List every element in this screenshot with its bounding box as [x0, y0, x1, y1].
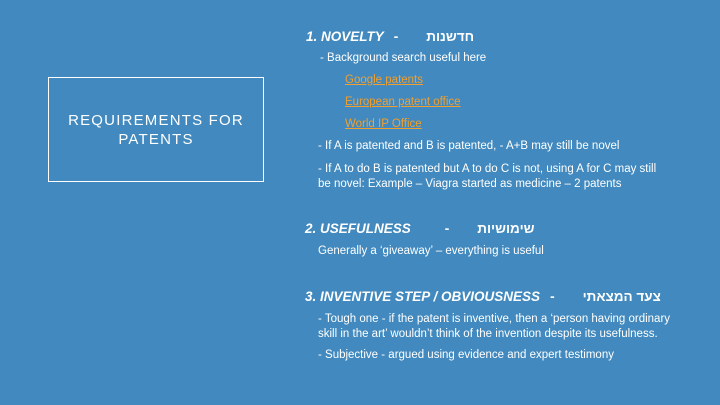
heading-label: 2. USEFULNESS	[305, 221, 411, 236]
usefulness-point: Generally a ‘giveaway’ – everything is useful	[318, 245, 544, 257]
heading-dash: -	[444, 221, 450, 236]
section-heading-usefulness	[305, 220, 535, 237]
novelty-point: be novel: Example – Viagra started as medicine – 2 patents	[318, 178, 622, 190]
link-world-ip-office[interactable]: World IP Office	[345, 118, 422, 130]
heading-hebrew: חדשנות	[426, 29, 475, 44]
link-european-patent-office[interactable]: European patent office	[345, 96, 461, 108]
inventive-point: - Subjective - argued using evidence and expert testimony	[318, 349, 614, 361]
novelty-point: - If A to do B is patented but A to do C is not, using A for C may still	[318, 163, 657, 175]
background-search-text: - Background search useful here	[320, 52, 487, 64]
inventive-point: skill in the art’ wouldn’t think of the invention despite its usefulness.	[318, 328, 658, 340]
heading-label: 3. INVENTIVE STEP / OBVIOUSNESS	[305, 289, 541, 304]
heading-label: 1. NOVELTY	[306, 29, 384, 44]
section-heading-inventive-step	[305, 288, 661, 305]
heading-dash: -	[393, 29, 399, 44]
link-google-patents[interactable]: Google patents	[345, 74, 424, 86]
heading-hebrew: צעד המצאתי	[582, 289, 661, 304]
heading-dash: -	[550, 289, 555, 304]
section-heading-novelty	[306, 28, 474, 45]
heading-hebrew: שימושיות	[477, 221, 535, 236]
novelty-point: - If A is patented and B is patented, - A+B may still be novel	[318, 140, 620, 152]
slide-title: REQUIREMENTS FOR PATENTS	[68, 111, 244, 148]
inventive-point: - Tough one - if the patent is inventive, then a ‘person having ordinary	[318, 313, 671, 325]
